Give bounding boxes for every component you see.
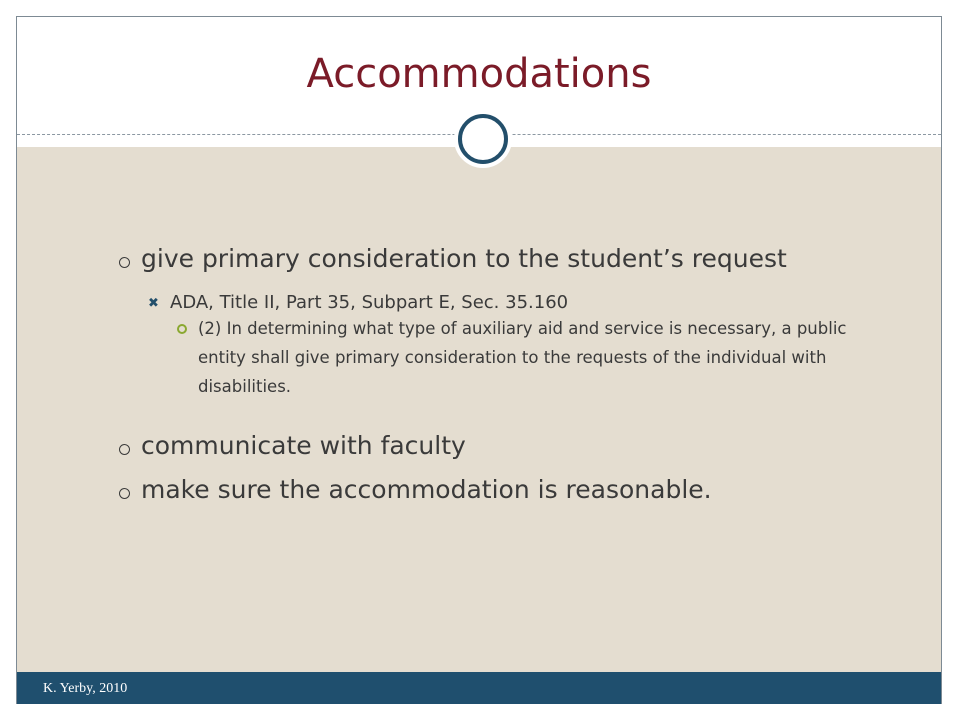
footer-author: K. Yerby, 2010 bbox=[43, 681, 128, 696]
slide-title: Accommodations bbox=[306, 51, 652, 97]
bullet-reasonable-accommodation: make sure the accommodation is reasonable. bbox=[141, 475, 712, 504]
bullet-primary-consideration: give primary consideration to the student’s request bbox=[141, 244, 787, 273]
bullet-ada-reference: ADA, Title II, Part 35, Subpart E, Sec. 35.160 bbox=[170, 292, 569, 313]
hollow-circle-bullet-icon bbox=[119, 257, 130, 268]
slide-frame bbox=[16, 16, 942, 704]
footer-bar bbox=[17, 672, 941, 704]
x-bullet-icon: ✖ bbox=[148, 296, 159, 311]
bullet-ada-quote: (2) In determining what type of auxiliary aid and service is necessary, a public entity shall give primary consideration to the requests of the individual with disabilities. bbox=[198, 319, 847, 396]
ring-bullet-icon bbox=[177, 324, 187, 334]
hollow-circle-bullet-icon bbox=[119, 488, 130, 499]
divider-circle-icon bbox=[458, 114, 508, 164]
content-area bbox=[17, 147, 941, 672]
bullet-communicate-faculty: communicate with faculty bbox=[141, 431, 466, 460]
hollow-circle-bullet-icon bbox=[119, 444, 130, 455]
